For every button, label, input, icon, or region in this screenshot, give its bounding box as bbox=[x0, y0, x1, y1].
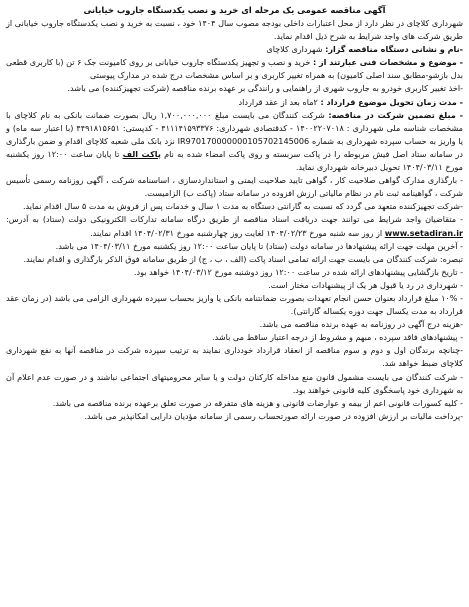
envelope-label: پاکت الف bbox=[122, 148, 161, 159]
paragraph-text: از روز سه شنبه مورخ ۱۴۰۴/۰۲/۲۳ لغایت روز چهارشنبه مورخ ۱۴۰۴/۰۲/۳۱ اقدام نمایند. bbox=[90, 227, 385, 238]
paragraph-text: - بارگذاری مدارک گواهی صلاحیت کار ، گواهی تایید صلاحیت ایمنی و استانداردسازی ، اساسنامه شرکت ، آگهی روزنامه رسمی تأسیس شرکت ، گواهینامه ثبت نام در نظام مالیاتی ارزش افزوده در سامانه ستاد (پاکت ب) الزامیست. bbox=[6, 175, 463, 199]
paragraph-text: تبصره: شرکت کنندگان می بایست جهت ارائه تمامی اسناد پاکت (الف ، ب ، ج) از طریق سامانه فوق الذکر بارگذاری و اقدام نمایند. bbox=[23, 253, 463, 264]
paragraph-text: - شهرداری در رد یا قبول هر یک از پیشنهادات مختار است. bbox=[268, 279, 463, 290]
paragraph-text: - آخرین مهلت جهت ارائه پیشنهادها در سامانه دولت (ستاد) تا پایان ساعت ۱۲:۰۰ روز یکشنبه مورخ ۱۴۰۴/۰۳/۱۱ می باشد. bbox=[55, 240, 463, 251]
paragraph-text: -شرکت تجهیزکننده متعهد می گردد که نسبت به گارانتی دستگاه به مدت ۱ سال و خدمات پس از فروش به مدت ۵ سال اقدام نماید. bbox=[22, 201, 463, 212]
paragraph-deadline bbox=[6, 240, 463, 253]
paragraph-text: تا پایان ساعت ۱۲:۰۰ روز یکشنبه مورخ ۱۴۰۴/۰۳/۱۱ تحویل دبیرخانه شهرداری نماید. bbox=[6, 148, 463, 173]
paragraph-invalid bbox=[6, 331, 463, 344]
paragraph-guarantee bbox=[6, 109, 463, 174]
paragraph-text: نزد بانک ملی شعبه کلاچای اقدام و ضمن بارگذاری در سامانه ستاد اصل فیش مربوطه را در پاکت سربسته و روی پاکت امضاء شده به نام bbox=[6, 135, 463, 159]
section-label: - مبلغ تضمین شرکت در مناقصه: bbox=[328, 109, 463, 120]
paragraph-costs bbox=[6, 397, 463, 410]
paragraph-text: -چنانچه برندگان اول و دوم و سوم مناقصه از انعقاد قرارداد خودداری نمایند به ترتیب سپرده شرکت در مناقصه آنها به نفع شهرداری کلاچای ضبط خواهد شد. bbox=[6, 345, 463, 369]
paragraph-receive bbox=[6, 213, 463, 239]
paragraph-tenpercent bbox=[6, 292, 463, 318]
paragraph-text: شهرداری کلاچای در نظر دارد از محل اعتبارات داخلی بودجه مصوب سال ۱۴۰۴ خود ، نسبت به خرید و نصب یکدستگاه جاروب خیابانی از طریق شرکت های واجد شرایط به شرح ذیل اقدام نماید. bbox=[6, 18, 463, 42]
paragraph-employer bbox=[6, 43, 463, 56]
paragraph-text: - کلیه کسورات قانونی اعم از بیمه و عوارضات قانونی و هزینه های متفرقه در صورت تعلق برعهده برنده مناقصه می باشد. bbox=[52, 397, 463, 408]
paragraph-text: خرید و نصب و تجهیز یکدستگاه جاروب خیابانی بر روی کامیونت جک ۶ تن (با کاربری قطعی بدل بازشو-مطابق سند اصلی کامیون) به همراه تغییر کاربری و بر اساس مشخصات درج شده در مدارک پیوستی bbox=[6, 57, 463, 81]
paragraph-law bbox=[6, 371, 463, 397]
paragraph-intro bbox=[6, 17, 463, 43]
paragraph-text: - پیشنهادهای فاقد سپرده ، مبهم و مشروط از درجه اعتبار ساقط می باشد. bbox=[212, 332, 463, 343]
paragraph-text: - تاریخ بازگشایی پیشنهادهای ارائه شده در ساعت ۱۲:۰۰ روز دوشنبه مورخ ۱۴۰۴/۰۳/۱۲ خواهد بود. bbox=[133, 266, 463, 277]
paragraph-envelopes bbox=[6, 253, 463, 266]
paragraph-text: شرکت کنندگان می بایست مبلغ ۱,۷۰۰,۰۰۰,۰۰۰ ریال بصورت ضمانت بانکی به نام کلاچای با مشخصات شناسه ملی شهرداری : ۱۴۰۰۲۲۰۷۰۱۸ - کدقتصادی شهرداری: ۴۱۱۱۴۱۵۹۳۳۷۶ - کدپستی: ۴۴۹۱۸۱۵۶۵۱ (با اعتبار سه ماه) و یا واریز به حساب سپرده شهرداری به شماره bbox=[6, 109, 464, 146]
paragraph-subject bbox=[6, 56, 463, 82]
account-number: IR970170000000105702145006 bbox=[177, 135, 310, 146]
paragraph-adcost bbox=[6, 318, 463, 331]
notice-title: آگهی مناقصه عمومی یک مرحله ای خرید و نصب یکدستگاه جاروب خیابانی bbox=[83, 5, 386, 15]
notice-body bbox=[6, 17, 463, 423]
paragraph-opening bbox=[6, 266, 463, 279]
paragraph-warranty bbox=[6, 200, 463, 213]
paragraph-text: -پرداخت مالیات بر ارزش افزوده در صورت ارائه صورتحساب رسمی از سامانه مؤدیان دارایی امکانپذیر می باشد. bbox=[84, 410, 463, 421]
section-label: - موضوع و مشخصات فنی عبارتند از : bbox=[312, 57, 463, 68]
section-label: -نام و نشانی دستگاه مناقصه گزار: bbox=[325, 44, 463, 55]
paragraph-vat bbox=[6, 410, 463, 423]
website-link[interactable]: www.setadiran.ir bbox=[384, 227, 463, 238]
paragraph-text: شهرداری کلاچای bbox=[266, 44, 326, 55]
section-label: - مدت زمان تحویل موضوع قرارداد : bbox=[320, 96, 463, 107]
paragraph-text: - متقاضیان واجد شرایط می توانند جهت دریافت اسناد مناقصه از طریق درگاه سامانه تدارکات الکترونیکی دولت (ستاد) به آدرس: bbox=[6, 214, 463, 225]
paragraph-text: ۲ماه بعد از عقد قرارداد bbox=[238, 96, 321, 107]
paragraph-note bbox=[6, 82, 463, 95]
paragraph-forfeit bbox=[6, 344, 463, 370]
paragraph-text: - شرکت کنندگان می بایست مشمول قانون منع مداخله کارکنان دولت و یا سایر محرومیتهای اجتماعی نباشند و در صورت عدم اعلام آن به شهرداری خود پاسخگوی کلیه قانونی خواهند بود. bbox=[6, 371, 463, 395]
paragraph-docs bbox=[6, 174, 463, 200]
paragraph-duration bbox=[6, 96, 463, 109]
paragraph-text: -اخذ تغییر کاربری خودرو به جاروب شهری از راهنمایی و رانندگی بر عهده برنده مناقصه (شرکت تجهیزکننده) می باشد. bbox=[67, 83, 463, 94]
paragraph-text: - ۱۰% مبلغ قرارداد بعنوان حسن انجام تعهدات بصورت ضمانتنامه بانکی یا واریز بحساب سپرده شهرداری الزامی می باشد (در زمان عقد قرارداد به مدت یکسال جهت دوره یکساله گارانتی). bbox=[6, 292, 464, 317]
paragraph-text: -هزینه درج آگهی در روزنامه به عهده برنده مناقصه می باشد. bbox=[259, 319, 463, 330]
paragraph-reject bbox=[6, 279, 463, 292]
